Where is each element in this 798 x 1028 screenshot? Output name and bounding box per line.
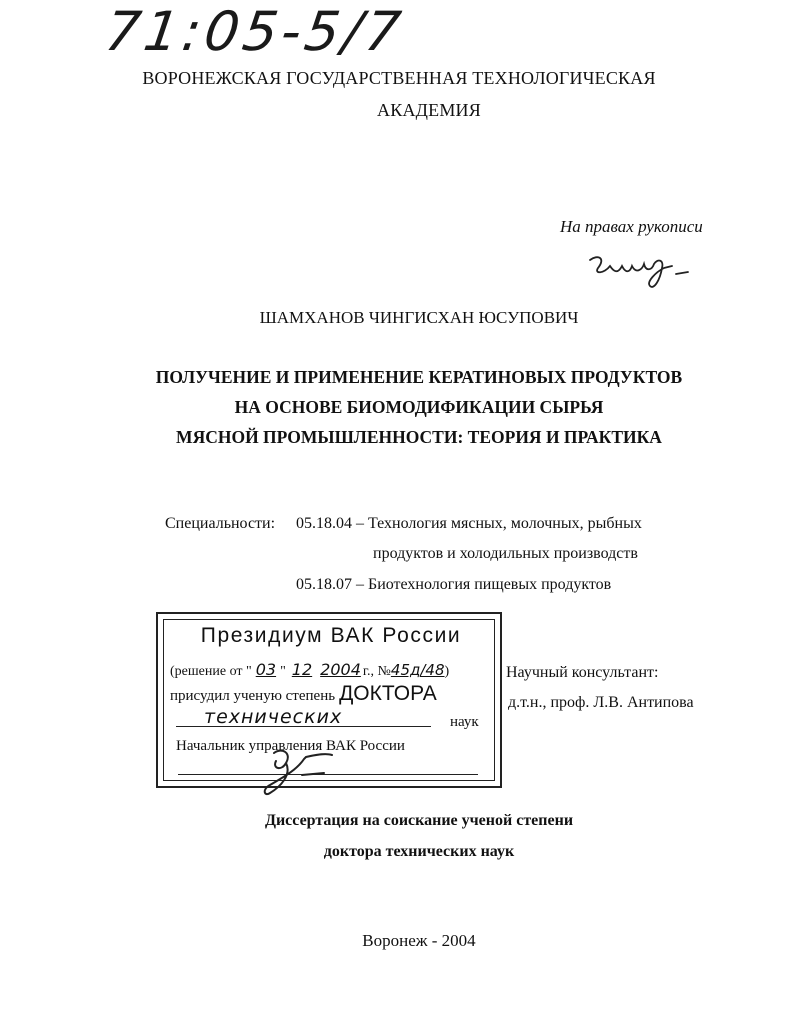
vak-head-signature — [256, 745, 346, 807]
consultant-name: д.т.н., проф. Л.В. Антипова — [508, 694, 694, 711]
title-line-1: ПОЛУЧЕНИЕ И ПРИМЕНЕНИЕ КЕРАТИНОВЫХ ПРОДУКТОВ — [155, 367, 683, 387]
dissertation-line-2: доктора технических наук — [323, 843, 515, 860]
stamp-decision-line — [170, 660, 449, 680]
stamp-close-paren: ) — [444, 664, 450, 679]
stamp-awarded-line — [170, 682, 437, 706]
stamp-year-suffix: г., № — [362, 664, 391, 679]
stamp-field: технических — [204, 706, 343, 728]
stamp-month: 12 — [291, 660, 313, 679]
stamp-header: Президиум ВАК России — [200, 624, 462, 647]
author-name: ШАМХАНОВ ЧИНГИСХАН ЮСУПОВИЧ — [259, 308, 579, 327]
title-line-3: МЯСНОЙ ПРОМЫШЛЕННОСТИ: ТЕОРИЯ И ПРАКТИКА — [176, 427, 662, 447]
manuscript-rights: На правах рукописи — [560, 217, 703, 236]
stamp-awarded: присудил ученую степень — [170, 688, 336, 704]
consultant-label: Научный консультант: — [506, 664, 659, 681]
city-year: Воронеж - 2004 — [362, 931, 476, 950]
institution-line-1: ВОРОНЕЖСКАЯ ГОСУДАРСТВЕННАЯ ТЕХНОЛОГИЧЕСКАЯ — [142, 68, 656, 88]
stamp-day: 03 — [255, 660, 277, 679]
stamp-decision-prefix: (решение от " — [170, 664, 252, 679]
specialties-label: Специальности: — [165, 515, 276, 532]
specialty-1-line-2: продуктов и холодильных производств — [373, 545, 638, 562]
stamp-degree: ДОКТОРА — [339, 682, 437, 705]
author-signature — [584, 252, 694, 294]
stamp-number: 45д/48 — [390, 661, 445, 679]
institution-line-2: АКАДЕМИЯ — [377, 100, 481, 120]
stamp-mid-quote: " — [280, 664, 286, 679]
stamp-year: 2004 — [320, 660, 361, 679]
specialty-2: 05.18.07 – Биотехнология пищевых продуктов — [296, 576, 612, 593]
archive-number-handwritten: 71:05-5/7 — [101, 0, 409, 63]
title-line-2: НА ОСНОВЕ БИОМОДИФИКАЦИИ СЫРЬЯ — [234, 397, 604, 417]
stamp-sciences: наук — [450, 714, 479, 730]
stamp-head: Начальник управления ВАК России — [176, 738, 405, 754]
dissertation-line-1: Диссертация на соискание ученой степени — [264, 812, 574, 829]
specialty-1-line-1: 05.18.04 – Технология мясных, молочных, рыбных — [296, 515, 642, 532]
